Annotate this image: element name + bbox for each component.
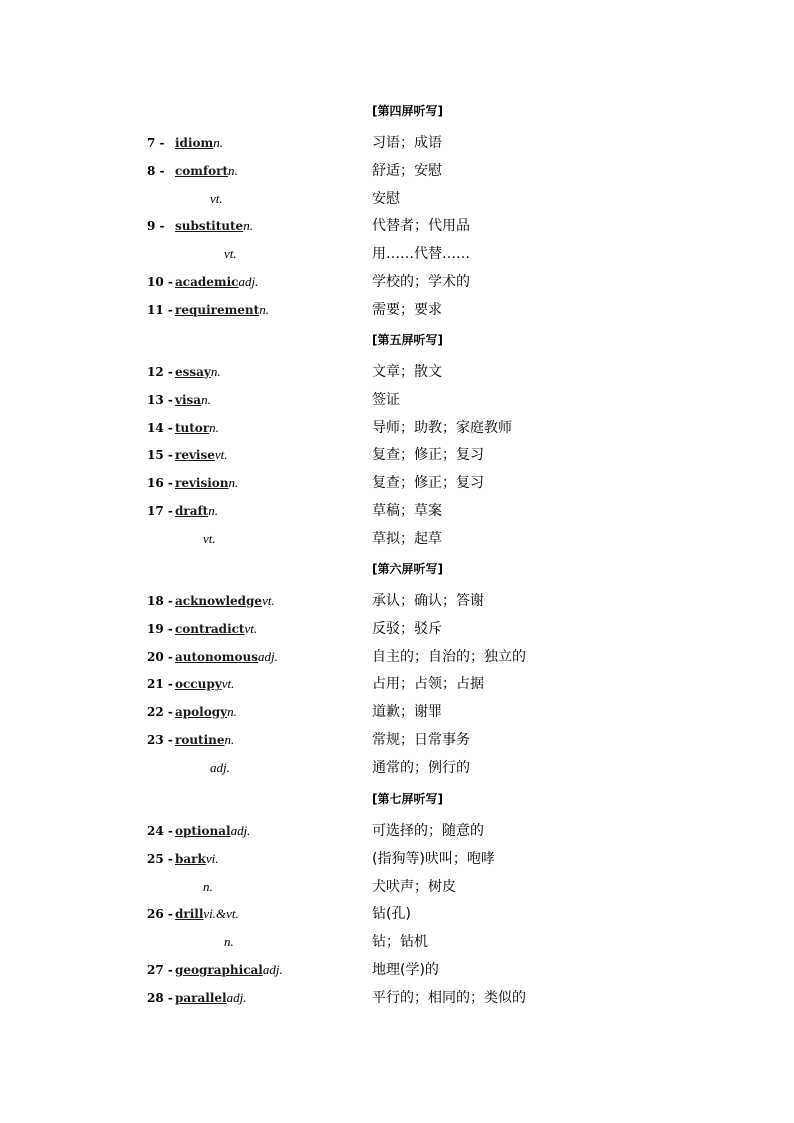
vocab-term bbox=[147, 360, 221, 384]
vocab-row bbox=[0, 499, 794, 523]
vocab-row bbox=[0, 214, 794, 238]
entry-number: 23 - bbox=[147, 733, 173, 747]
section-header: [第四屏听写] bbox=[372, 104, 443, 118]
english-word: tutor bbox=[175, 420, 210, 435]
chinese-meaning: 学校的；学术的 bbox=[372, 274, 470, 290]
english-word: contradict bbox=[175, 621, 245, 636]
chinese-meaning: 需要；要求 bbox=[372, 301, 442, 318]
entry-number: 17 - bbox=[147, 504, 173, 518]
english-word: idiom bbox=[175, 136, 214, 150]
entry-number: 16 - bbox=[147, 476, 173, 491]
part-of-speech: adj. bbox=[262, 962, 283, 977]
vocab-row bbox=[0, 589, 794, 613]
chinese-meaning: (指狗等)吠叫；咆哮 bbox=[372, 850, 495, 867]
vocab-row bbox=[0, 819, 794, 843]
chinese-meaning: 承认；确认；答谢 bbox=[372, 593, 484, 609]
chinese-meaning: 反驳；驳斥 bbox=[372, 620, 442, 637]
chinese-meaning: 用……代替…… bbox=[372, 246, 470, 263]
vocab-row bbox=[0, 471, 794, 495]
part-of-speech: adj. bbox=[238, 274, 259, 289]
entry-number: 20 - bbox=[147, 649, 173, 664]
section-header: [第五屏听写] bbox=[372, 333, 443, 347]
english-word: occupy bbox=[175, 677, 222, 692]
chinese-meaning: 通常的；例行的 bbox=[372, 759, 470, 776]
english-word: routine bbox=[175, 733, 225, 747]
chinese-meaning: 草稿；草案 bbox=[372, 503, 442, 519]
english-word: acknowledge bbox=[175, 594, 263, 608]
vocab-term bbox=[210, 756, 230, 780]
vocab-row bbox=[0, 388, 794, 412]
vocab-row bbox=[0, 756, 794, 780]
english-word: parallel bbox=[175, 990, 227, 1005]
vocab-row bbox=[0, 270, 794, 294]
vocab-term bbox=[147, 298, 269, 322]
vocab-row bbox=[0, 159, 794, 183]
english-word: visa bbox=[175, 392, 202, 407]
part-of-speech: vt. bbox=[203, 530, 216, 546]
part-of-speech: adj. bbox=[257, 648, 278, 664]
part-of-speech: vt. bbox=[221, 676, 235, 692]
vocab-term bbox=[210, 187, 223, 211]
part-of-speech: adj. bbox=[230, 823, 251, 838]
part-of-speech: n. bbox=[243, 218, 253, 234]
vocab-term bbox=[203, 875, 213, 899]
vocab-row bbox=[0, 242, 794, 266]
chinese-meaning: 复查；修正；复习 bbox=[372, 447, 484, 464]
part-of-speech: adj. bbox=[226, 989, 247, 1005]
vocab-term bbox=[147, 902, 239, 926]
part-of-speech: vt. bbox=[262, 593, 275, 608]
vocab-term bbox=[147, 617, 257, 641]
chinese-meaning: 地理(学)的 bbox=[372, 962, 439, 978]
chinese-meaning: 钻；钻机 bbox=[372, 934, 428, 951]
part-of-speech: n. bbox=[213, 135, 223, 150]
vocab-term bbox=[147, 416, 219, 440]
part-of-speech: n. bbox=[228, 162, 238, 178]
vocab-row bbox=[0, 728, 794, 752]
chinese-meaning: 自主的；自治的；独立的 bbox=[372, 648, 526, 665]
entry-number: 24 - bbox=[147, 824, 173, 838]
vocab-row bbox=[0, 187, 794, 211]
vocab-term bbox=[147, 471, 238, 495]
chinese-meaning: 习语；成语 bbox=[372, 135, 442, 151]
vocab-term bbox=[147, 270, 258, 294]
vocab-term bbox=[203, 527, 216, 551]
vocab-row bbox=[0, 847, 794, 871]
entry-number: 13 - bbox=[147, 392, 173, 407]
chinese-meaning: 道歉；谢罪 bbox=[372, 704, 442, 721]
vocab-row bbox=[0, 875, 794, 899]
part-of-speech: n. bbox=[228, 475, 239, 491]
chinese-meaning: 占用；占领；占据 bbox=[372, 676, 484, 693]
entry-number: 18 - bbox=[147, 594, 173, 608]
entry-number: 12 - bbox=[147, 365, 173, 379]
chinese-meaning: 草拟；起草 bbox=[372, 530, 442, 547]
entry-number: 9 - bbox=[147, 219, 165, 234]
vocab-term bbox=[224, 242, 237, 266]
entry-number: 28 - bbox=[147, 990, 173, 1005]
english-word: requirement bbox=[175, 302, 260, 317]
vocab-term bbox=[147, 388, 211, 412]
english-word: apology bbox=[175, 705, 228, 720]
part-of-speech: n. bbox=[224, 732, 235, 747]
chinese-meaning: 钻(孔) bbox=[372, 906, 411, 923]
vocab-row bbox=[0, 958, 794, 982]
english-word: revision bbox=[175, 476, 229, 491]
english-word: revise bbox=[175, 448, 215, 463]
part-of-speech: n. bbox=[208, 503, 218, 518]
vocab-row bbox=[0, 672, 794, 696]
vocab-row bbox=[0, 443, 794, 467]
vocab-term bbox=[147, 672, 234, 696]
vocab-row bbox=[0, 131, 794, 155]
part-of-speech: n. bbox=[203, 878, 213, 894]
chinese-meaning: 安慰 bbox=[372, 190, 400, 207]
english-word: comfort bbox=[175, 163, 229, 178]
english-word: drill bbox=[175, 907, 204, 922]
entry-number: 10 - bbox=[147, 275, 173, 289]
part-of-speech: n. bbox=[224, 934, 234, 950]
english-word: autonomous bbox=[175, 649, 258, 664]
vocab-row bbox=[0, 645, 794, 669]
entry-number: 14 - bbox=[147, 420, 173, 435]
chinese-meaning: 代替者；代用品 bbox=[372, 218, 470, 235]
vocab-term bbox=[147, 728, 234, 752]
vocab-term bbox=[147, 958, 283, 982]
part-of-speech: n. bbox=[209, 419, 219, 435]
entry-number: 7 - bbox=[147, 136, 165, 150]
entry-number: 11 - bbox=[147, 302, 173, 317]
chinese-meaning: 可选择的；随意的 bbox=[372, 823, 484, 839]
vocab-term bbox=[147, 131, 223, 155]
vocab-term bbox=[147, 443, 228, 467]
entry-number: 26 - bbox=[147, 907, 173, 922]
part-of-speech: n. bbox=[227, 704, 237, 720]
entry-number: 27 - bbox=[147, 963, 173, 977]
vocab-row bbox=[0, 416, 794, 440]
part-of-speech: vi.&vt. bbox=[203, 906, 239, 922]
english-word: draft bbox=[175, 504, 209, 518]
vocab-term bbox=[147, 986, 246, 1010]
vocab-term bbox=[147, 847, 218, 871]
vocab-term bbox=[147, 499, 218, 523]
vocab-row bbox=[0, 527, 794, 551]
english-word: optional bbox=[175, 824, 231, 838]
section-header: [第七屏听写] bbox=[372, 792, 443, 806]
part-of-speech: vt. bbox=[224, 246, 237, 262]
part-of-speech: n. bbox=[259, 301, 269, 317]
vocab-term bbox=[147, 214, 253, 238]
vocab-row bbox=[0, 360, 794, 384]
part-of-speech: vt. bbox=[214, 447, 228, 463]
section-header: [第六屏听写] bbox=[372, 562, 443, 576]
english-word: bark bbox=[175, 851, 206, 866]
part-of-speech: n. bbox=[201, 391, 211, 407]
vocab-row bbox=[0, 617, 794, 641]
part-of-speech: vi. bbox=[205, 850, 219, 866]
chinese-meaning: 常规；日常事务 bbox=[372, 732, 470, 748]
vocab-term bbox=[147, 700, 237, 724]
chinese-meaning: 犬吠声；树皮 bbox=[372, 878, 456, 895]
chinese-meaning: 复查；修正；复习 bbox=[372, 475, 484, 492]
chinese-meaning: 平行的；相同的；类似的 bbox=[372, 989, 526, 1006]
vocab-term bbox=[147, 645, 278, 669]
english-word: geographical bbox=[175, 963, 263, 977]
entry-number: 21 - bbox=[147, 677, 173, 692]
vocab-row bbox=[0, 902, 794, 926]
part-of-speech: vt. bbox=[210, 190, 223, 206]
entry-number: 22 - bbox=[147, 705, 173, 720]
vocab-row bbox=[0, 930, 794, 954]
english-word: academic bbox=[175, 275, 239, 289]
chinese-meaning: 签证 bbox=[372, 391, 400, 408]
vocab-term bbox=[147, 819, 250, 843]
vocab-row bbox=[0, 298, 794, 322]
entry-number: 25 - bbox=[147, 851, 173, 866]
entry-number: 8 - bbox=[147, 163, 165, 178]
vocab-term bbox=[224, 930, 234, 954]
vocab-row bbox=[0, 700, 794, 724]
part-of-speech: adj. bbox=[210, 759, 230, 775]
english-word: essay bbox=[175, 365, 211, 379]
part-of-speech: n. bbox=[210, 364, 221, 379]
entry-number: 15 - bbox=[147, 448, 173, 463]
english-word: substitute bbox=[175, 219, 244, 234]
vocab-row bbox=[0, 986, 794, 1010]
chinese-meaning: 导师；助教；家庭教师 bbox=[372, 419, 512, 436]
chinese-meaning: 文章；散文 bbox=[372, 364, 442, 380]
vocab-term bbox=[147, 159, 238, 183]
part-of-speech: vt. bbox=[244, 620, 258, 636]
chinese-meaning: 舒适；安慰 bbox=[372, 162, 442, 179]
vocab-term bbox=[147, 589, 275, 613]
entry-number: 19 - bbox=[147, 621, 173, 636]
